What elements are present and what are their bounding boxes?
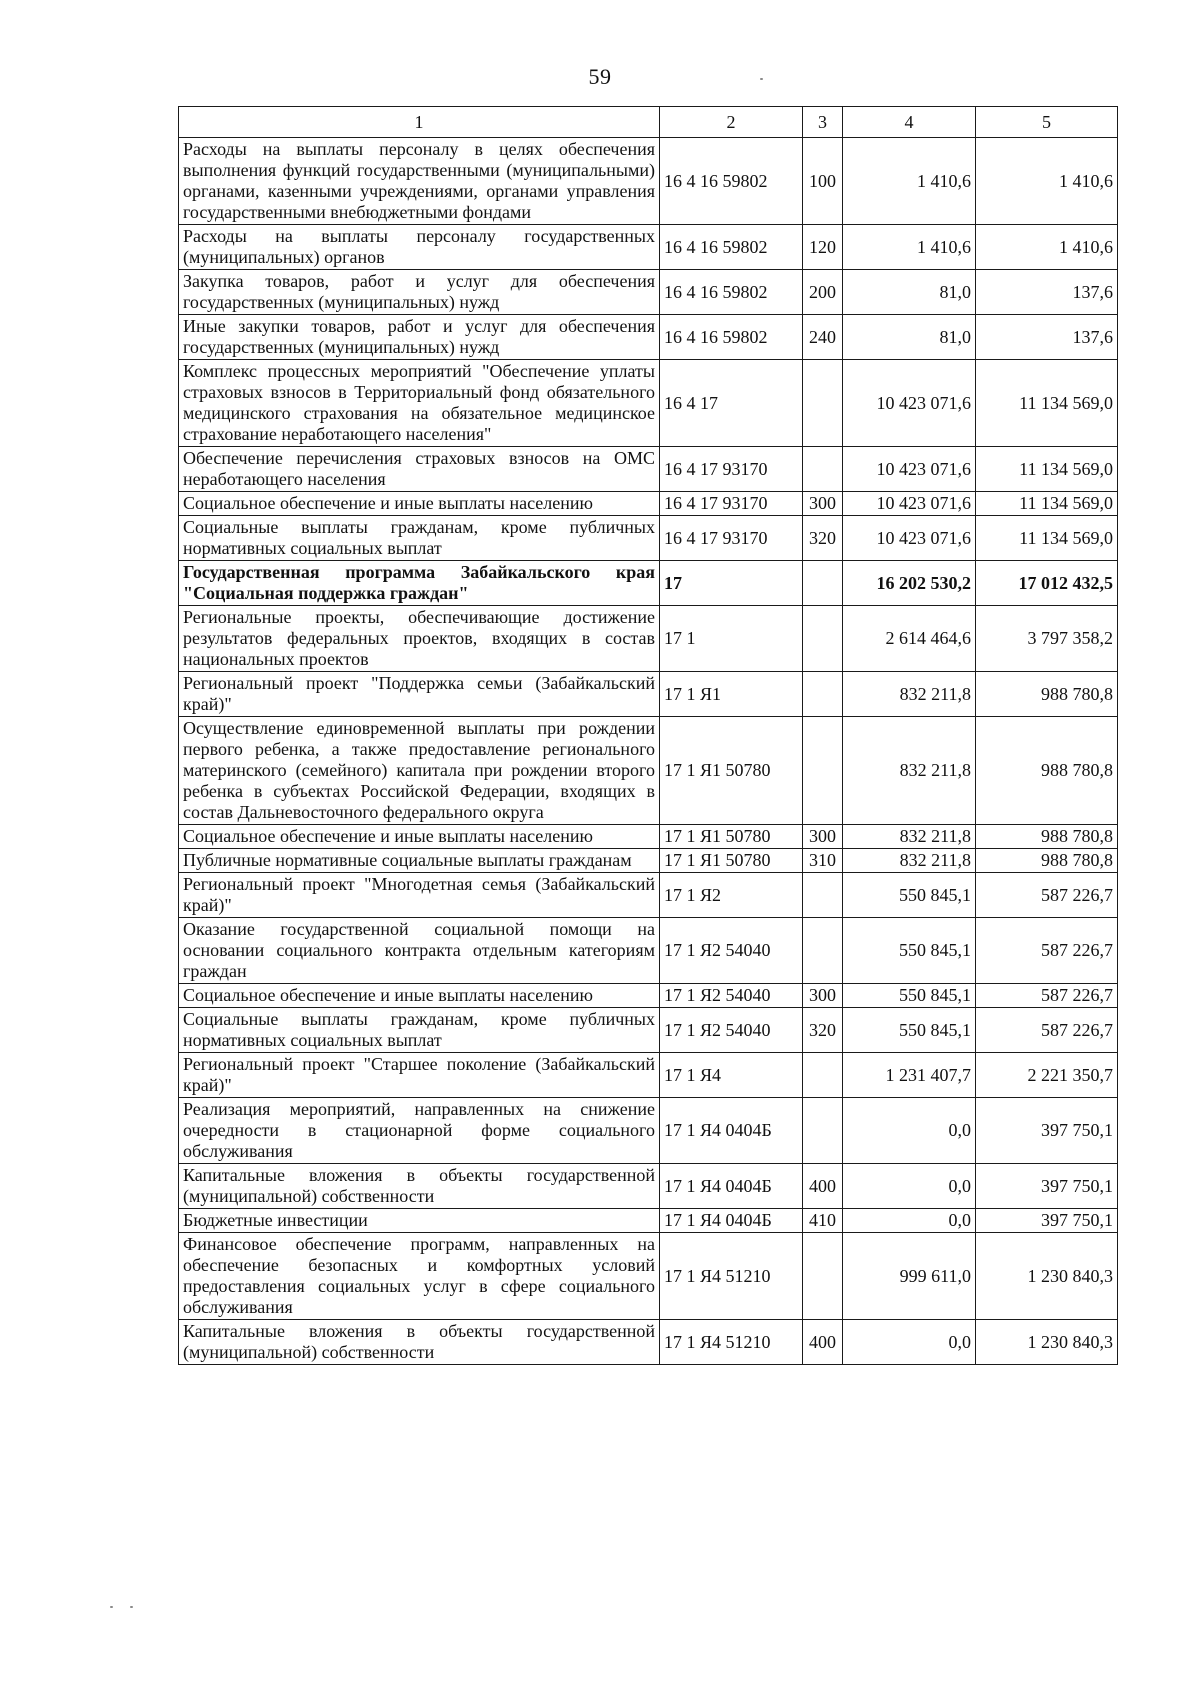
row-code-cell: 17 1 Я4 51210 bbox=[660, 1320, 803, 1365]
row-expense-type-cell: 200 bbox=[803, 270, 843, 315]
row-amount-2-cell: 587 226,7 bbox=[976, 918, 1118, 984]
table-row bbox=[179, 447, 1118, 492]
row-code-cell: 17 1 Я2 54040 bbox=[660, 918, 803, 984]
row-code-cell: 17 1 Я4 51210 bbox=[660, 1233, 803, 1320]
row-name-cell: Иные закупки товаров, работ и услуг для обеспечения государственных (муниципальных) нужд bbox=[179, 315, 660, 360]
row-amount-1-cell: 832 211,8 bbox=[843, 849, 976, 873]
table-row bbox=[179, 492, 1118, 516]
row-expense-type-cell bbox=[803, 918, 843, 984]
row-amount-1-cell: 10 423 071,6 bbox=[843, 492, 976, 516]
row-amount-2-cell: 397 750,1 bbox=[976, 1098, 1118, 1164]
row-amount-2-cell: 988 780,8 bbox=[976, 825, 1118, 849]
row-expense-type-cell: 320 bbox=[803, 516, 843, 561]
scan-speck bbox=[110, 1606, 113, 1608]
row-name-cell: Обеспечение перечисления страховых взносов на ОМС неработающего населения bbox=[179, 447, 660, 492]
row-expense-type-cell bbox=[803, 360, 843, 447]
table-body bbox=[179, 138, 1118, 1365]
row-code-cell: 17 bbox=[660, 561, 803, 606]
row-amount-2-cell: 2 221 350,7 bbox=[976, 1053, 1118, 1098]
row-code-cell: 16 4 17 bbox=[660, 360, 803, 447]
row-amount-1-cell: 832 211,8 bbox=[843, 672, 976, 717]
row-code-cell: 16 4 17 93170 bbox=[660, 492, 803, 516]
row-name-cell: Капитальные вложения в объекты государственной (муниципальной) собственности bbox=[179, 1164, 660, 1209]
column-header-4: 4 bbox=[843, 107, 976, 138]
column-header-2: 2 bbox=[660, 107, 803, 138]
row-name-cell: Социальные выплаты гражданам, кроме публичных нормативных социальных выплат bbox=[179, 516, 660, 561]
row-amount-1-cell: 1 410,6 bbox=[843, 225, 976, 270]
row-name-cell: Государственная программа Забайкальского края "Социальная поддержка граждан" bbox=[179, 561, 660, 606]
table-row bbox=[179, 1098, 1118, 1164]
row-expense-type-cell: 240 bbox=[803, 315, 843, 360]
row-expense-type-cell: 120 bbox=[803, 225, 843, 270]
row-name-cell: Закупка товаров, работ и услуг для обеспечения государственных (муниципальных) нужд bbox=[179, 270, 660, 315]
row-amount-2-cell: 1 230 840,3 bbox=[976, 1233, 1118, 1320]
row-name-cell: Финансовое обеспечение программ, направленных на обеспечение безопасных и комфортных условий предоставления социальных услуг в сфере социального обслуживания bbox=[179, 1233, 660, 1320]
row-name-cell: Капитальные вложения в объекты государственной (муниципальной) собственности bbox=[179, 1320, 660, 1365]
table-row bbox=[179, 1008, 1118, 1053]
table-row bbox=[179, 360, 1118, 447]
row-amount-1-cell: 2 614 464,6 bbox=[843, 606, 976, 672]
row-amount-2-cell: 11 134 569,0 bbox=[976, 360, 1118, 447]
row-amount-2-cell: 17 012 432,5 bbox=[976, 561, 1118, 606]
table-row bbox=[179, 561, 1118, 606]
row-expense-type-cell bbox=[803, 1053, 843, 1098]
row-amount-1-cell: 832 211,8 bbox=[843, 717, 976, 825]
row-amount-1-cell: 0,0 bbox=[843, 1098, 976, 1164]
row-expense-type-cell: 300 bbox=[803, 984, 843, 1008]
row-expense-type-cell: 400 bbox=[803, 1164, 843, 1209]
row-code-cell: 17 1 Я2 54040 bbox=[660, 984, 803, 1008]
row-code-cell: 16 4 17 93170 bbox=[660, 516, 803, 561]
row-code-cell: 17 1 Я2 bbox=[660, 873, 803, 918]
row-amount-1-cell: 0,0 bbox=[843, 1320, 976, 1365]
table-row bbox=[179, 1320, 1118, 1365]
row-amount-2-cell: 3 797 358,2 bbox=[976, 606, 1118, 672]
row-amount-1-cell: 16 202 530,2 bbox=[843, 561, 976, 606]
scan-speck bbox=[130, 1606, 133, 1608]
page-number: 59 bbox=[588, 64, 612, 89]
row-amount-2-cell: 587 226,7 bbox=[976, 1008, 1118, 1053]
row-amount-1-cell: 0,0 bbox=[843, 1164, 976, 1209]
row-amount-2-cell: 11 134 569,0 bbox=[976, 447, 1118, 492]
row-amount-2-cell: 988 780,8 bbox=[976, 717, 1118, 825]
row-amount-2-cell: 1 410,6 bbox=[976, 138, 1118, 225]
column-header-3: 3 bbox=[803, 107, 843, 138]
row-name-cell: Комплекс процессных мероприятий "Обеспечение уплаты страховых взносов в Территориальный фонд обязательного медицинского страхования на обязательное медицинское страхование неработающего населения" bbox=[179, 360, 660, 447]
scan-speck bbox=[760, 78, 763, 80]
row-expense-type-cell bbox=[803, 447, 843, 492]
row-code-cell: 16 4 16 59802 bbox=[660, 225, 803, 270]
row-amount-2-cell: 1 410,6 bbox=[976, 225, 1118, 270]
row-name-cell: Осуществление единовременной выплаты при рождении первого ребенка, а также предоставление регионального материнского (семейного) капитала при рождении второго ребенка в субъектах Российской Федерации, входящих в состав Дальневосточного федерального округа bbox=[179, 717, 660, 825]
table-row bbox=[179, 918, 1118, 984]
table-row bbox=[179, 1164, 1118, 1209]
row-name-cell: Бюджетные инвестиции bbox=[179, 1209, 660, 1233]
row-expense-type-cell: 300 bbox=[803, 492, 843, 516]
row-amount-2-cell: 1 230 840,3 bbox=[976, 1320, 1118, 1365]
table-row bbox=[179, 873, 1118, 918]
row-code-cell: 16 4 16 59802 bbox=[660, 315, 803, 360]
row-code-cell: 17 1 Я2 54040 bbox=[660, 1008, 803, 1053]
row-expense-type-cell: 400 bbox=[803, 1320, 843, 1365]
column-header-5: 5 bbox=[976, 107, 1118, 138]
row-code-cell: 17 1 Я1 50780 bbox=[660, 849, 803, 873]
row-amount-1-cell: 999 611,0 bbox=[843, 1233, 976, 1320]
row-amount-1-cell: 1 231 407,7 bbox=[843, 1053, 976, 1098]
table-row bbox=[179, 315, 1118, 360]
table-row bbox=[179, 717, 1118, 825]
row-code-cell: 17 1 Я1 50780 bbox=[660, 825, 803, 849]
row-code-cell: 17 1 Я4 0404Б bbox=[660, 1098, 803, 1164]
row-amount-1-cell: 550 845,1 bbox=[843, 918, 976, 984]
table-row bbox=[179, 225, 1118, 270]
header-row bbox=[179, 107, 1118, 138]
row-code-cell: 17 1 Я4 0404Б bbox=[660, 1209, 803, 1233]
row-amount-1-cell: 550 845,1 bbox=[843, 984, 976, 1008]
row-code-cell: 16 4 17 93170 bbox=[660, 447, 803, 492]
table-row bbox=[179, 606, 1118, 672]
row-name-cell: Публичные нормативные социальные выплаты гражданам bbox=[179, 849, 660, 873]
row-amount-1-cell: 0,0 bbox=[843, 1209, 976, 1233]
row-expense-type-cell bbox=[803, 672, 843, 717]
row-expense-type-cell: 310 bbox=[803, 849, 843, 873]
row-amount-2-cell: 137,6 bbox=[976, 270, 1118, 315]
row-amount-1-cell: 832 211,8 bbox=[843, 825, 976, 849]
row-name-cell: Социальное обеспечение и иные выплаты населению bbox=[179, 984, 660, 1008]
row-name-cell: Региональные проекты, обеспечивающие достижение результатов федеральных проектов, входящих в состав национальных проектов bbox=[179, 606, 660, 672]
budget-table bbox=[178, 106, 1118, 1365]
row-code-cell: 16 4 16 59802 bbox=[660, 138, 803, 225]
row-code-cell: 17 1 Я1 50780 bbox=[660, 717, 803, 825]
table-row bbox=[179, 825, 1118, 849]
row-name-cell: Региональный проект "Многодетная семья (Забайкальский край)" bbox=[179, 873, 660, 918]
row-name-cell: Расходы на выплаты персоналу в целях обеспечения выполнения функций государственными (муниципальными) органами, казенными учреждениями, органами управления государственными внебюджетными фондами bbox=[179, 138, 660, 225]
table-row bbox=[179, 849, 1118, 873]
table-row bbox=[179, 1233, 1118, 1320]
row-amount-2-cell: 587 226,7 bbox=[976, 984, 1118, 1008]
row-code-cell: 17 1 Я1 bbox=[660, 672, 803, 717]
row-name-cell: Расходы на выплаты персоналу государственных (муниципальных) органов bbox=[179, 225, 660, 270]
row-expense-type-cell bbox=[803, 1098, 843, 1164]
row-name-cell: Социальное обеспечение и иные выплаты населению bbox=[179, 492, 660, 516]
row-amount-2-cell: 397 750,1 bbox=[976, 1209, 1118, 1233]
column-header-1: 1 bbox=[179, 107, 660, 138]
row-name-cell: Социальное обеспечение и иные выплаты населению bbox=[179, 825, 660, 849]
row-amount-1-cell: 10 423 071,6 bbox=[843, 447, 976, 492]
row-name-cell: Региональный проект "Поддержка семьи (Забайкальский край)" bbox=[179, 672, 660, 717]
row-amount-2-cell: 11 134 569,0 bbox=[976, 492, 1118, 516]
row-name-cell: Реализация мероприятий, направленных на снижение очередности в стационарной форме социального обслуживания bbox=[179, 1098, 660, 1164]
row-amount-2-cell: 988 780,8 bbox=[976, 672, 1118, 717]
row-amount-2-cell: 587 226,7 bbox=[976, 873, 1118, 918]
row-expense-type-cell bbox=[803, 1233, 843, 1320]
row-amount-1-cell: 81,0 bbox=[843, 270, 976, 315]
row-amount-1-cell: 81,0 bbox=[843, 315, 976, 360]
table-row bbox=[179, 1209, 1118, 1233]
row-expense-type-cell: 410 bbox=[803, 1209, 843, 1233]
row-expense-type-cell: 100 bbox=[803, 138, 843, 225]
row-amount-1-cell: 550 845,1 bbox=[843, 873, 976, 918]
row-expense-type-cell bbox=[803, 561, 843, 606]
row-expense-type-cell bbox=[803, 873, 843, 918]
table-row bbox=[179, 984, 1118, 1008]
row-amount-1-cell: 10 423 071,6 bbox=[843, 360, 976, 447]
row-amount-2-cell: 137,6 bbox=[976, 315, 1118, 360]
row-expense-type-cell bbox=[803, 606, 843, 672]
row-expense-type-cell: 320 bbox=[803, 1008, 843, 1053]
row-amount-1-cell: 550 845,1 bbox=[843, 1008, 976, 1053]
table-row bbox=[179, 270, 1118, 315]
row-code-cell: 17 1 Я4 bbox=[660, 1053, 803, 1098]
row-code-cell: 17 1 Я4 0404Б bbox=[660, 1164, 803, 1209]
row-amount-1-cell: 1 410,6 bbox=[843, 138, 976, 225]
row-amount-1-cell: 10 423 071,6 bbox=[843, 516, 976, 561]
row-name-cell: Социальные выплаты гражданам, кроме публичных нормативных социальных выплат bbox=[179, 1008, 660, 1053]
table-row bbox=[179, 672, 1118, 717]
row-code-cell: 16 4 16 59802 bbox=[660, 270, 803, 315]
row-code-cell: 17 1 bbox=[660, 606, 803, 672]
row-name-cell: Оказание государственной социальной помощи на основании социального контракта отдельным категориям граждан bbox=[179, 918, 660, 984]
row-amount-2-cell: 11 134 569,0 bbox=[976, 516, 1118, 561]
row-amount-2-cell: 397 750,1 bbox=[976, 1164, 1118, 1209]
table-row bbox=[179, 1053, 1118, 1098]
table-row bbox=[179, 516, 1118, 561]
row-amount-2-cell: 988 780,8 bbox=[976, 849, 1118, 873]
table-row bbox=[179, 138, 1118, 225]
row-expense-type-cell bbox=[803, 717, 843, 825]
row-name-cell: Региональный проект "Старшее поколение (Забайкальский край)" bbox=[179, 1053, 660, 1098]
row-expense-type-cell: 300 bbox=[803, 825, 843, 849]
